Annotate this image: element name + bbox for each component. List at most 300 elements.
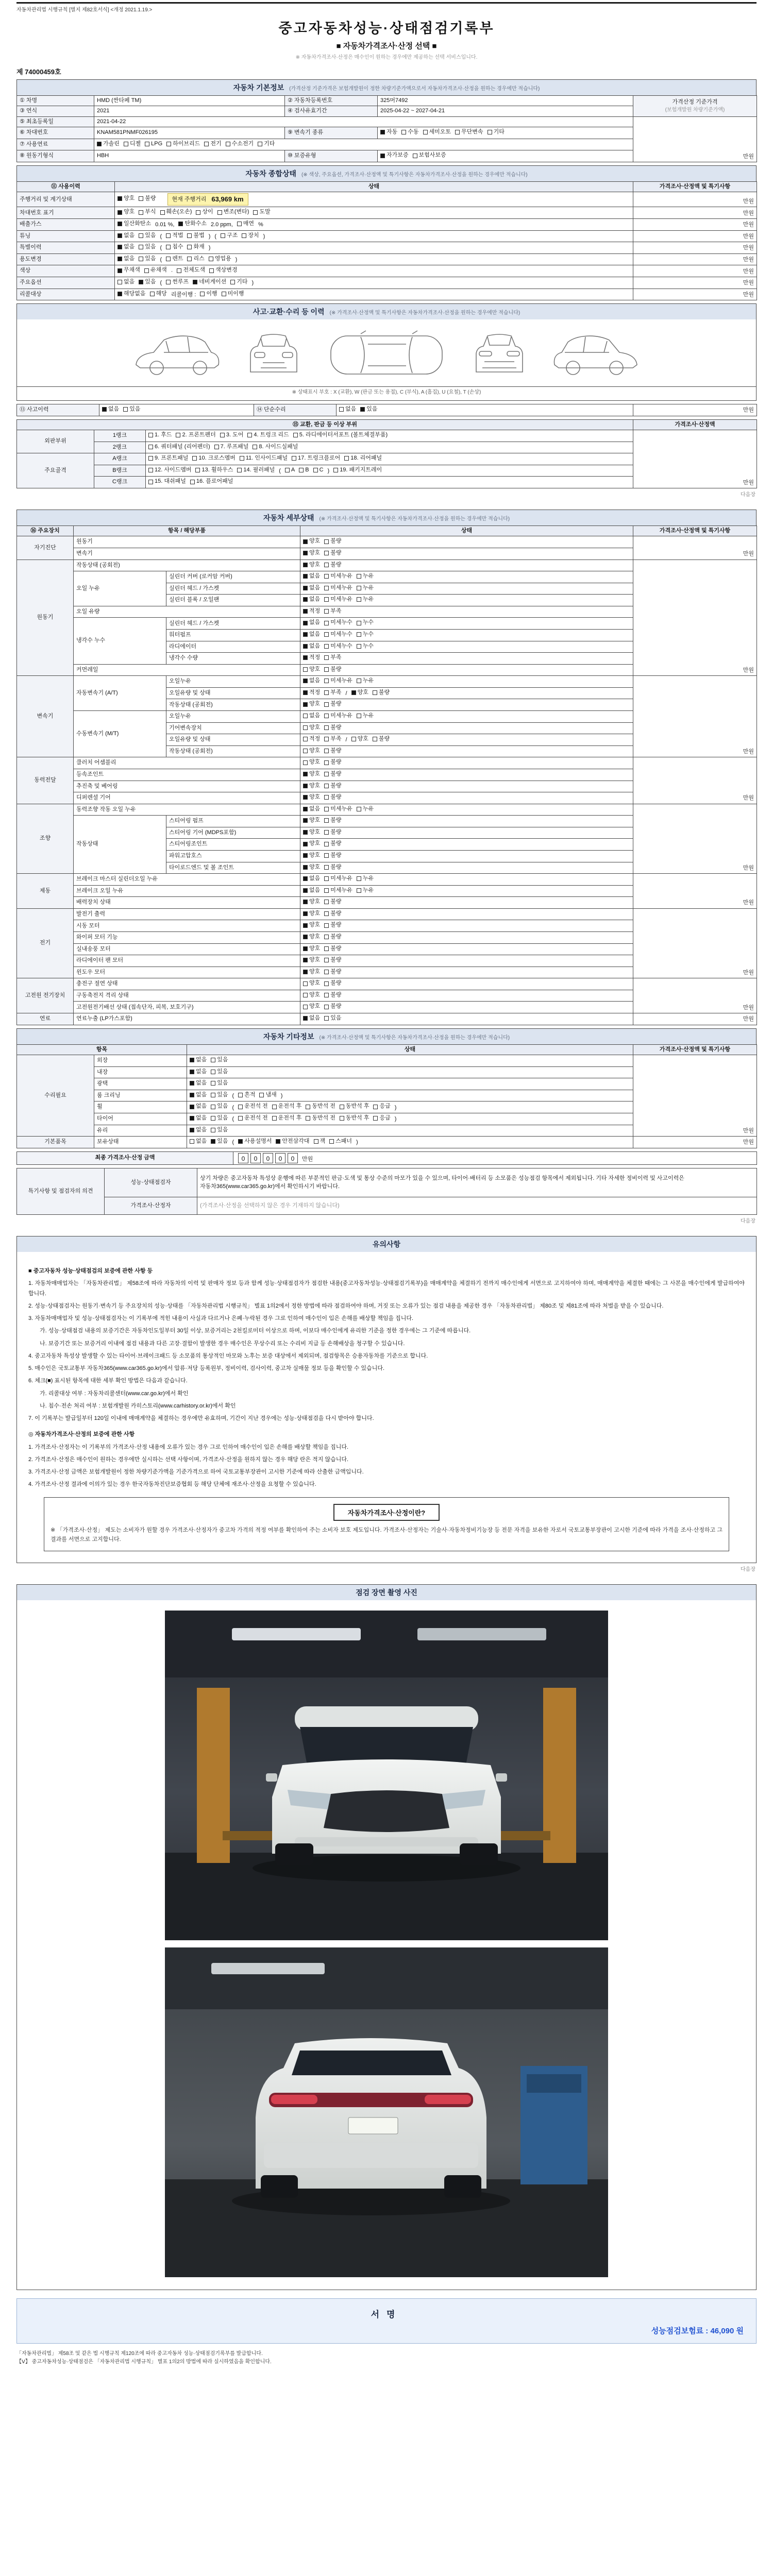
checkbox-option[interactable]: [187, 232, 204, 240]
field-label: ⑤ 최초등록일: [17, 116, 94, 127]
checkbox-option[interactable]: [324, 991, 341, 999]
checkbox-option[interactable]: [211, 1091, 228, 1099]
checkbox-option[interactable]: [357, 805, 374, 813]
checkbox-label: 가솔린: [103, 140, 120, 147]
checkbox-option[interactable]: [357, 584, 374, 592]
item-label: 수동변속기 (M/T): [74, 711, 166, 757]
checkbox-option[interactable]: [455, 128, 483, 136]
checkbox-option[interactable]: [380, 128, 397, 136]
checkbox-option[interactable]: [401, 128, 418, 136]
checkbox-option[interactable]: [303, 596, 320, 603]
checkbox-option[interactable]: [303, 945, 320, 953]
checkbox-option[interactable]: [139, 278, 156, 286]
checkbox-option[interactable]: [192, 454, 235, 462]
checkbox-label: 10. 크로스멤버: [198, 455, 236, 462]
checkbox-option[interactable]: [209, 266, 238, 274]
price-cell: 만원: [633, 874, 757, 909]
checkbox-option[interactable]: [339, 405, 356, 413]
checkbox-box-icon: [190, 1081, 194, 1086]
checkbox-box-icon: [423, 130, 428, 134]
checkbox-option[interactable]: [324, 654, 341, 662]
checkbox-label: 부족: [330, 689, 342, 696]
base-price-label: [633, 96, 757, 117]
checkbox-option[interactable]: [144, 266, 167, 274]
checkbox-option[interactable]: [237, 466, 275, 474]
checkbox-option[interactable]: [148, 478, 186, 485]
checkbox-option[interactable]: [166, 140, 200, 148]
checkbox-option[interactable]: [166, 243, 183, 251]
checkbox-option[interactable]: [324, 1014, 341, 1022]
checkbox-option[interactable]: [303, 758, 320, 766]
checkbox-option[interactable]: [276, 1138, 309, 1145]
state-options: [300, 804, 633, 816]
checkbox-option[interactable]: [413, 151, 446, 159]
checkbox-option[interactable]: [303, 666, 320, 673]
checkbox-option[interactable]: [242, 232, 259, 240]
checkbox-box-icon: [211, 1139, 215, 1144]
state-options: [300, 641, 633, 653]
checkbox-option[interactable]: [373, 689, 390, 697]
checkbox-option[interactable]: [357, 572, 374, 580]
checkbox-option[interactable]: [299, 466, 309, 474]
checkbox-option[interactable]: [303, 770, 320, 778]
checkbox-box-icon: [238, 1105, 243, 1109]
checkbox-option[interactable]: [324, 828, 341, 836]
checkbox-box-icon: [139, 233, 143, 238]
checkbox-option[interactable]: [324, 607, 341, 615]
checkbox-option[interactable]: [303, 863, 320, 871]
checkbox-box-icon: [148, 480, 153, 484]
checkbox-option[interactable]: [211, 1056, 228, 1064]
checkbox-option[interactable]: [324, 979, 341, 987]
checkbox-option[interactable]: [351, 689, 368, 697]
checkbox-option[interactable]: [117, 278, 135, 286]
checkbox-box-icon: [303, 900, 308, 904]
checkbox-option[interactable]: [324, 782, 341, 790]
checkbox-option[interactable]: [324, 921, 341, 929]
checkbox-option[interactable]: [196, 208, 213, 216]
checkbox-option[interactable]: [139, 208, 156, 216]
device-label: 동력전달: [17, 757, 74, 804]
checkbox-option[interactable]: [380, 151, 409, 159]
checkbox-option[interactable]: [117, 208, 135, 216]
checkbox-box-icon: [220, 433, 225, 437]
checkbox-option[interactable]: [357, 887, 374, 894]
item-label: 등속조인트: [74, 769, 300, 781]
checkbox-box-icon: [324, 807, 329, 811]
checkbox-option[interactable]: [306, 1103, 335, 1110]
row-label: 튜닝: [17, 230, 115, 242]
state-options: [300, 583, 633, 595]
state-options: [300, 722, 633, 734]
checkbox-option[interactable]: [190, 1091, 207, 1099]
checkbox-option[interactable]: [148, 431, 172, 439]
item-label: 고전원전기배선 상태 (접속단자, 피복, 보호기구): [74, 1002, 300, 1013]
checkbox-option[interactable]: [357, 677, 374, 685]
checkbox-option[interactable]: [211, 1126, 228, 1134]
checkbox-box-icon: [351, 737, 356, 741]
checkbox-option[interactable]: [324, 770, 341, 778]
checkbox-label: 네비게이션: [199, 278, 227, 285]
checkbox-option[interactable]: [357, 642, 374, 650]
checkbox-option[interactable]: [117, 290, 146, 298]
checkbox-option[interactable]: [166, 232, 183, 240]
checkbox-label: 양호: [309, 759, 321, 766]
checkbox-option[interactable]: [303, 689, 320, 697]
checkbox-option[interactable]: [211, 1103, 228, 1110]
checkbox-option[interactable]: [253, 443, 298, 451]
item-label: 실내송풍 모터: [74, 943, 300, 955]
checkbox-option[interactable]: [324, 968, 341, 976]
checkbox-box-icon: [303, 946, 308, 951]
checkbox-option[interactable]: [324, 689, 341, 697]
checkbox-label: 영업용: [214, 255, 231, 262]
checkbox-option[interactable]: [303, 654, 320, 662]
opinion-label: 특기사항 및 점검자의 의견: [17, 1168, 105, 1215]
checkbox-option[interactable]: [139, 255, 156, 263]
checkbox-option[interactable]: [292, 454, 340, 462]
checkbox-box-icon: [303, 679, 308, 683]
checkbox-option[interactable]: [139, 195, 156, 202]
checkbox-option[interactable]: [357, 619, 374, 626]
checkbox-option[interactable]: [324, 677, 352, 685]
checkbox-option[interactable]: [190, 1103, 207, 1110]
checkbox-option[interactable]: [324, 945, 341, 953]
checkbox-option[interactable]: [222, 290, 244, 298]
checkbox-option[interactable]: [220, 431, 243, 439]
checkbox-option[interactable]: [324, 887, 352, 894]
checkbox-option[interactable]: [211, 1079, 228, 1087]
checkbox-option[interactable]: [324, 631, 352, 638]
checkbox-option[interactable]: [160, 208, 192, 216]
checkbox-option[interactable]: [324, 840, 341, 848]
checkbox-option[interactable]: [303, 747, 320, 755]
checkbox-option[interactable]: [303, 735, 320, 743]
checkbox-option[interactable]: [303, 607, 320, 615]
checkbox-option[interactable]: [303, 840, 320, 848]
checkbox-option[interactable]: [226, 140, 254, 148]
checkbox-option[interactable]: [148, 443, 210, 451]
checkbox-option[interactable]: [340, 1114, 369, 1122]
checkbox-box-icon: [303, 1005, 308, 1009]
checkbox-option[interactable]: [303, 1014, 320, 1022]
checkbox-label: 유채색: [150, 267, 167, 274]
checkbox-option[interactable]: [324, 956, 341, 964]
checkbox-option[interactable]: [240, 454, 288, 462]
checkbox-option[interactable]: [102, 405, 119, 413]
checkbox-option[interactable]: [303, 584, 320, 592]
checkbox-option[interactable]: [139, 243, 156, 251]
checkbox-option[interactable]: [303, 887, 320, 894]
checkbox-label: 없음: [108, 406, 120, 413]
checkbox-option[interactable]: [190, 478, 233, 485]
checkbox-option[interactable]: [148, 454, 188, 462]
checkbox-option[interactable]: [324, 863, 341, 871]
checkbox-option[interactable]: [357, 631, 374, 638]
checkbox-option[interactable]: [117, 243, 135, 251]
price-cell: 만원: [633, 192, 757, 207]
checkbox-option[interactable]: [117, 266, 140, 274]
checkbox-option[interactable]: [178, 220, 207, 228]
checkbox-box-icon: [117, 268, 122, 273]
checkbox-option[interactable]: [200, 290, 217, 298]
checkbox-option[interactable]: [360, 405, 377, 413]
checkbox-label: A: [291, 466, 295, 473]
checkbox-option[interactable]: [324, 700, 341, 708]
checkbox-option[interactable]: [259, 1091, 276, 1099]
checkbox-option[interactable]: [329, 1138, 352, 1145]
checkbox-option[interactable]: [324, 666, 341, 673]
checkbox-option[interactable]: [117, 220, 151, 228]
checkbox-label: 장치: [248, 232, 259, 239]
checkbox-option[interactable]: [357, 712, 374, 720]
checkbox-option[interactable]: [373, 1114, 390, 1122]
checkbox-option[interactable]: [303, 561, 320, 569]
checkbox-option[interactable]: [324, 572, 352, 580]
checkbox-box-icon: [360, 407, 365, 412]
checkbox-option[interactable]: [187, 255, 204, 263]
checkbox-option[interactable]: [303, 549, 320, 557]
checkbox-option[interactable]: [324, 793, 341, 801]
checkbox-box-icon: [303, 981, 308, 986]
checkbox-label: 적정: [309, 689, 321, 696]
checkbox-box-icon: [351, 690, 356, 695]
checkbox-option[interactable]: [303, 898, 320, 906]
option-text: (: [160, 233, 162, 240]
checkbox-option[interactable]: [193, 278, 226, 286]
section-title-text: 자동차 기타정보: [263, 1032, 314, 1041]
option-text: ): [394, 1104, 397, 1111]
checkbox-option[interactable]: [324, 537, 341, 545]
checkbox-option[interactable]: [190, 1056, 207, 1064]
checkbox-option[interactable]: [117, 195, 135, 202]
checkbox-option[interactable]: [303, 619, 320, 626]
checkbox-option[interactable]: [237, 220, 254, 228]
checkbox-option[interactable]: [303, 642, 320, 650]
checkbox-option[interactable]: [247, 431, 289, 439]
warranty-options: [378, 150, 633, 162]
checkbox-option[interactable]: [97, 140, 120, 148]
checkbox-option[interactable]: [324, 805, 352, 813]
checkbox-option[interactable]: [303, 793, 320, 801]
checkbox-option[interactable]: [488, 128, 505, 136]
checkbox-label: 불량: [145, 195, 156, 201]
checkbox-option[interactable]: [177, 266, 205, 274]
checkbox-option[interactable]: [303, 1003, 320, 1010]
checkbox-option[interactable]: [373, 735, 390, 743]
checkbox-box-icon: [344, 456, 349, 461]
checkbox-box-icon: [324, 749, 329, 753]
checkbox-label: 양호: [309, 934, 321, 940]
checkbox-option[interactable]: [344, 454, 382, 462]
signature-title: 서명: [371, 2309, 402, 2319]
field-value: HMD (싼타페 TM): [94, 96, 285, 106]
checkbox-option[interactable]: [303, 875, 320, 883]
checkbox-label: 없음: [309, 631, 321, 637]
checkbox-label: 적정: [309, 736, 321, 742]
checkbox-box-icon: [373, 690, 377, 695]
state-options: [300, 664, 633, 676]
checkbox-option[interactable]: [293, 431, 388, 439]
checkbox-option[interactable]: [324, 852, 341, 859]
checkbox-option[interactable]: [285, 466, 295, 474]
item-label: 라디에이터 팬 모터: [74, 955, 300, 967]
checkbox-option[interactable]: [303, 782, 320, 790]
checkbox-option[interactable]: [303, 979, 320, 987]
state-options: [300, 897, 633, 909]
checkbox-option[interactable]: [204, 140, 221, 148]
checkbox-option[interactable]: [211, 1068, 228, 1076]
checkbox-option[interactable]: [324, 817, 341, 824]
checkbox-option[interactable]: [303, 921, 320, 929]
checkbox-option[interactable]: [324, 596, 352, 603]
checkbox-option[interactable]: [217, 208, 249, 216]
column-header: 항목: [17, 1044, 187, 1055]
table-row: [17, 1197, 757, 1215]
checkbox-option[interactable]: [176, 431, 215, 439]
checkbox-option[interactable]: [238, 1091, 255, 1099]
checkbox-option[interactable]: [324, 549, 341, 557]
checkbox-option[interactable]: [214, 443, 249, 451]
checkbox-option[interactable]: [324, 619, 352, 626]
checkbox-option[interactable]: [324, 584, 352, 592]
checkbox-option[interactable]: [238, 1114, 268, 1122]
checkbox-option[interactable]: [324, 712, 352, 720]
checkbox-option[interactable]: [340, 1103, 369, 1110]
inspection-premium: 성능점검보험료 : 46,090 원: [651, 2326, 744, 2335]
checkbox-option[interactable]: [324, 642, 352, 650]
item-label: 추진축 및 베어링: [74, 781, 300, 792]
state-options: [187, 1090, 633, 1101]
checkbox-option[interactable]: [230, 278, 247, 286]
checkbox-option[interactable]: [303, 700, 320, 708]
item-label: 디퍼렌셜 기어: [74, 792, 300, 804]
checkbox-option[interactable]: [209, 255, 231, 263]
checkbox-box-icon: [303, 935, 308, 939]
checkbox-option[interactable]: [238, 1103, 268, 1110]
checkbox-option[interactable]: [324, 758, 341, 766]
field-label: ⑧ 원동기형식: [17, 150, 94, 162]
checkbox-option[interactable]: [333, 466, 382, 474]
checkbox-label: 누유: [362, 875, 374, 882]
item-label: 구동축전지 격리 상태: [74, 990, 300, 1002]
state-options: [300, 990, 633, 1002]
document-title: 중고자동차성능·상태점검기록부: [278, 21, 495, 36]
checkbox-option[interactable]: [272, 1114, 302, 1122]
notice-item: 6. 체크(■) 표시된 항목에 대한 세부 확인 방법은 다음과 같습니다.: [28, 1378, 188, 1384]
checkbox-label: 14. 필러패널: [243, 466, 275, 473]
checkbox-box-icon: [324, 935, 329, 939]
checkbox-option[interactable]: [303, 828, 320, 836]
checkbox-option[interactable]: [303, 537, 320, 545]
checkbox-label: 불량: [330, 1003, 342, 1010]
checkbox-option[interactable]: [324, 1003, 341, 1010]
checkbox-option[interactable]: [221, 232, 238, 240]
opinion-text: 상기 차량은 중고자동차 특성상 운행에 따른 부분적인 판금·도색 및 통상 수준의 마모가 있을 수 있으며, 타이어·배터리 등 소모품은 성능점검 항목에서 제외됩니다. 기타 자세한 정비이력 및 사고이력은 자동차365(www.car365.go.kr)에서 확인하시기 바랍니다.: [197, 1168, 757, 1197]
checkbox-option[interactable]: [303, 933, 320, 941]
checkbox-option[interactable]: [303, 910, 320, 918]
checkbox-option[interactable]: [238, 1138, 272, 1145]
checkbox-label: 동반석 후: [345, 1114, 369, 1121]
checkbox-option[interactable]: [324, 910, 341, 918]
checkbox-option[interactable]: [166, 278, 189, 286]
checkbox-option[interactable]: [303, 852, 320, 859]
checkbox-option[interactable]: [303, 991, 320, 999]
checkbox-option[interactable]: [324, 898, 341, 906]
checkbox-option[interactable]: [195, 466, 233, 474]
checkbox-label: 적정: [309, 654, 321, 661]
checkbox-option[interactable]: [190, 1114, 207, 1122]
checkbox-option[interactable]: [357, 596, 374, 603]
checkbox-option[interactable]: [211, 1114, 228, 1122]
checkbox-option[interactable]: [145, 140, 162, 148]
checkbox-option[interactable]: [324, 747, 341, 755]
checkbox-option[interactable]: [303, 677, 320, 685]
checkbox-option[interactable]: [303, 817, 320, 824]
checkbox-option[interactable]: [303, 631, 320, 638]
checkbox-option[interactable]: [148, 466, 191, 474]
item-label: 룸 크리닝: [94, 1090, 187, 1101]
checkbox-option[interactable]: [190, 1138, 207, 1145]
checkbox-option[interactable]: [306, 1114, 335, 1122]
checkbox-option[interactable]: [303, 805, 320, 813]
checkbox-option[interactable]: [211, 1138, 228, 1145]
checkbox-option[interactable]: [124, 140, 141, 148]
checkbox-option[interactable]: [253, 208, 270, 216]
checkbox-option[interactable]: [272, 1103, 302, 1110]
checkbox-box-icon: [247, 433, 252, 437]
checkbox-option[interactable]: [324, 724, 341, 732]
field-label: ⑥ 차대번호: [17, 127, 94, 139]
checkbox-option[interactable]: [303, 956, 320, 964]
checkbox-label: 5. 라디에이터서포트 (볼트체결부품): [299, 432, 388, 438]
checkbox-option[interactable]: [190, 1079, 207, 1087]
option-text: (: [160, 256, 162, 263]
checkbox-option[interactable]: [313, 466, 324, 474]
checkbox-option[interactable]: [123, 405, 140, 413]
checkbox-option[interactable]: [303, 572, 320, 580]
checkbox-option[interactable]: [423, 128, 451, 136]
checkbox-box-icon: [303, 609, 308, 614]
checkbox-option[interactable]: [314, 1138, 326, 1145]
checkbox-option[interactable]: [117, 255, 135, 263]
checkbox-option[interactable]: [373, 1103, 390, 1110]
checkbox-option[interactable]: [351, 735, 368, 743]
checkbox-option[interactable]: [303, 724, 320, 732]
checkbox-option[interactable]: [324, 735, 341, 743]
checkbox-option[interactable]: [357, 875, 374, 883]
checkbox-option[interactable]: [190, 1068, 207, 1076]
device-label: 자기진단: [17, 536, 74, 560]
checkbox-option[interactable]: [303, 712, 320, 720]
checkbox-option[interactable]: [324, 933, 341, 941]
checkbox-option[interactable]: [117, 232, 135, 240]
checkbox-option[interactable]: [324, 875, 352, 883]
checkbox-box-icon: [117, 222, 122, 226]
checkbox-option[interactable]: [258, 140, 275, 148]
checkbox-label: 있음: [145, 244, 156, 250]
checkbox-option[interactable]: [150, 290, 167, 298]
checkbox-option[interactable]: [166, 255, 183, 263]
subitem-label: 오일누유: [166, 676, 300, 688]
checkbox-option[interactable]: [190, 1126, 207, 1134]
checkbox-option[interactable]: [187, 243, 204, 251]
checkbox-option[interactable]: [303, 968, 320, 976]
checkbox-option[interactable]: [324, 561, 341, 569]
item-label: 냉각수 누수: [74, 618, 166, 664]
checkbox-option[interactable]: [139, 232, 156, 240]
checkbox-label: 양호: [309, 991, 321, 998]
